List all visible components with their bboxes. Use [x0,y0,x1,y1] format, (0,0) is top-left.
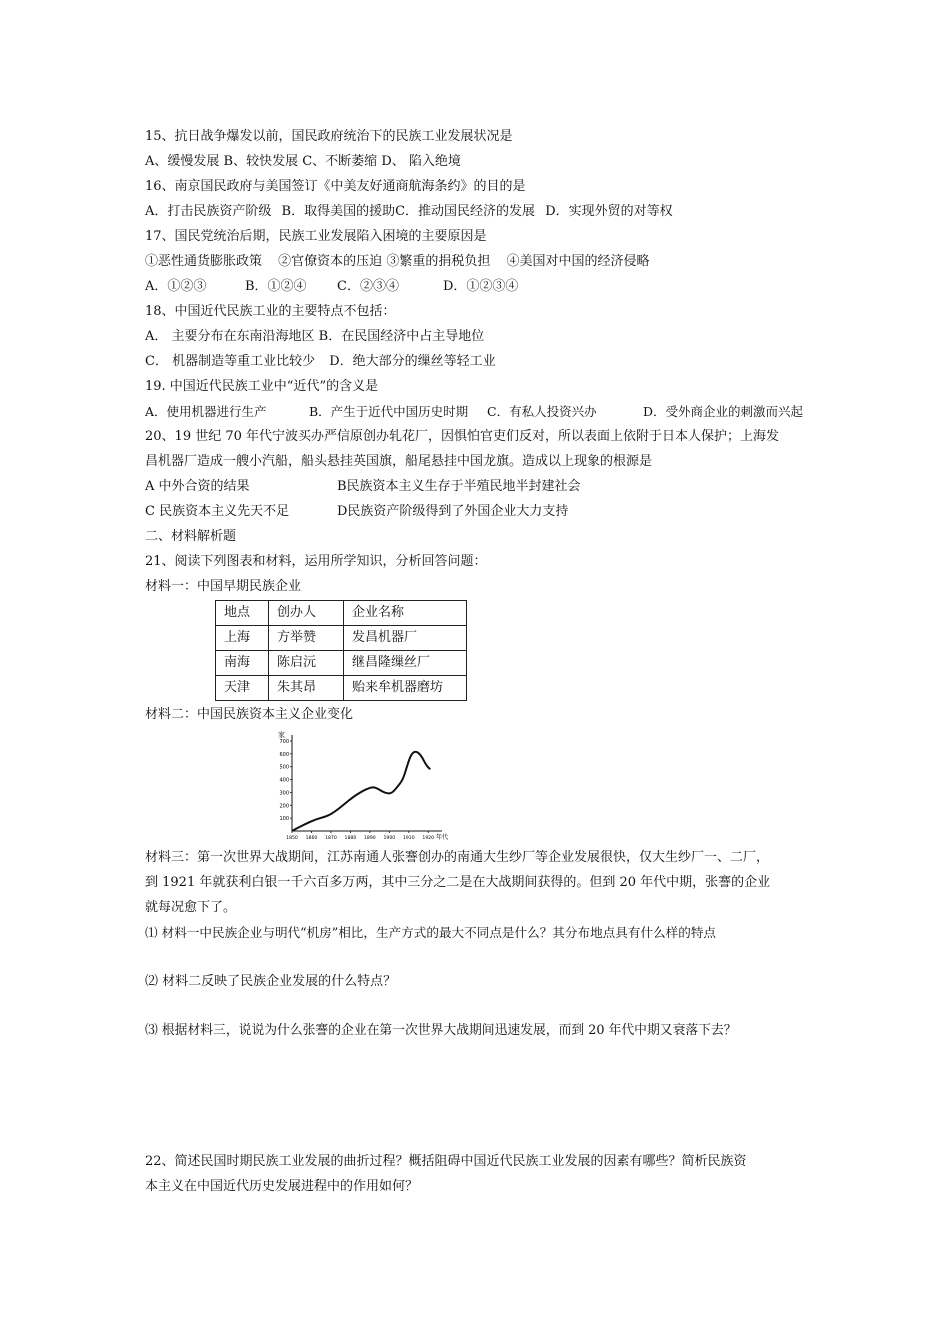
q19-option-b: B．产生于近代中国历史时期 [309,404,469,419]
answer-space [145,994,815,1018]
material3-line2: 到 1921 年就获利白银一千六百多万两，其中三分之二是在大战期间获得的。但到 20 年代中期，张謇的企业 [145,875,771,890]
enterprise-chart [270,727,815,845]
table-row [216,676,467,701]
x-tick-label: 1920 [422,836,435,841]
q15-option-d: D、 陷入绝境 [381,154,461,169]
table-header-cell: 创办人 [269,601,344,626]
q18-option-d: D．绝大部分的缫丝等轻工业 [329,354,496,369]
q18-stem: 18、中国近代民族工业的主要特点不包括： [145,304,396,319]
worksheet [145,124,815,1199]
table-cell: 发昌机器厂 [344,626,467,651]
q19-option-c: C．有私人投资兴办 [487,404,597,419]
q15-option-c: C、不断萎缩 [302,154,378,169]
table-cell: 朱其昂 [269,676,344,701]
q19-stem: 19. 中国近代民族工业中“近代”的含义是 [145,379,379,394]
x-tick-label: 1870 [325,836,337,841]
q20-options-cd [145,499,815,524]
table-cell: 陈启沅 [269,651,344,676]
x-tick-label: 1880 [344,836,357,841]
answer-space [145,1043,815,1125]
table-header-row [216,601,467,626]
section-heading: 二、材料解析题 [145,529,237,544]
material3-line3: 就每况愈下了。 [145,900,237,915]
q15-options [145,149,815,174]
x-tick-label: 1890 [364,836,376,841]
answer-space [145,1125,815,1149]
q16-stem: 16、南京国民政府与美国签订《中美友好通商航海条约》的目的是 [145,179,526,194]
table-header-cell: 企业名称 [344,601,467,626]
enterprise-line-chart [270,727,470,845]
table-cell: 贻来牟机器磨坊 [344,676,467,701]
x-axis-label: 年代 [436,834,449,841]
table-cell: 方举赞 [269,626,344,651]
table-cell: 天津 [216,676,269,701]
q15-option-a: A、缓慢发展 [145,154,220,169]
material1-title: 材料一：中国早期民族企业 [145,579,302,594]
series-line [292,752,430,831]
x-tick-label: 1860 [305,836,318,841]
answer-space [145,945,815,969]
q21-sub3: ⑶ 根据材料三，说说为什么张謇的企业在第一次世界大战期间迅速发展，而到 20 年代中期又衰落下去？ [145,1023,737,1038]
q17-stem: 17、国民党统治后期，民族工业发展陷入困境的主要原因是 [145,229,487,244]
q17-item-3: ③繁重的捐税负担 [386,254,491,269]
q16-option-c: C．推动国民经济的发展 [395,204,536,219]
x-tick-label: 1910 [402,836,415,841]
q18-option-c: C． 机器制造等重工业比较少 [145,354,316,369]
q20-option-a: A 中外合资的结果 [145,479,250,494]
q20-option-c: C 民族资本主义先天不足 [145,504,290,519]
table-row [216,651,467,676]
q18-options-ab [145,324,815,349]
q16-option-d: D．实现外贸的对等权 [545,204,673,219]
table-cell: 上海 [216,626,269,651]
q15-option-b: B、较快发展 [223,154,299,169]
q22-line1: 22、简述民国时期民族工业发展的曲折过程？概括阻碍中国近代民族工业发展的因素有哪些？简析民族资 [145,1154,747,1169]
table-row [216,626,467,651]
x-tick-label: 1850 [286,836,298,841]
q17-item-1: ①恶性通货膨胀政策 [145,254,263,269]
q21-stem: 21、阅读下列图表和材料，运用所学知识，分析回答问题： [145,554,487,569]
q17-option-a: A．①②③ [145,279,207,294]
table-cell: 南海 [216,651,269,676]
material3-line1: 材料三：第一次世界大战期间，江苏南通人张謇创办的南通大生纱厂等企业发展很快，仅大生纱厂一、二厂， [145,850,770,865]
q20-options-ab [145,474,815,499]
table-header-cell: 地点 [216,601,269,626]
y-tick-label: 400 [279,777,289,784]
q17-item-4: ④美国对中国的经济侵略 [506,254,650,269]
q18-option-b: B．在民国经济中占主导地位 [318,329,485,344]
q19-option-a: A．使用机器进行生产 [145,404,267,419]
q16-option-b: B．取得美国的援助 [281,204,396,219]
q16-option-a: A．打击民族资产阶级 [145,204,272,219]
y-tick-label: 500 [279,764,289,771]
q17-items [145,249,815,274]
y-tick-label: 100 [279,816,289,823]
q17-option-b: B．①②④ [245,279,307,294]
q22-line2: 本主义在中国近代历史发展进程中的作用如何？ [145,1179,419,1194]
q18-option-a: A． 主要分布在东南沿海地区 [145,329,315,344]
y-tick-label: 700 [279,739,289,745]
q17-options [145,274,815,299]
q17-option-c: C．②③④ [337,279,399,294]
q19-options [145,399,815,424]
q17-option-d: D．①②③④ [443,279,519,294]
q19-option-d: D．受外商企业的刺激而兴起 [643,404,804,419]
material2-title: 材料二：中国民族资本主义企业变化 [145,707,354,722]
y-tick-label: 200 [279,803,289,810]
q15-stem: 15、抗日战争爆发以前，国民政府统治下的民族工业发展状况是 [145,129,513,144]
q17-item-2: ②官僚资本的压迫 [278,254,383,269]
q21-sub2: ⑵ 材料二反映了民族企业发展的什么特点？ [145,974,397,989]
q20-option-b: B民族资本主义生存于半殖民地半封建社会 [337,479,581,494]
y-tick-label: 600 [279,751,289,758]
q20-stem-line2: 昌机器厂造成一艘小汽船，船头悬挂英国旗，船尾悬挂中国龙旗。造成以上现象的根源是 [145,454,653,469]
q18-options-cd [145,349,815,374]
y-tick-label: 300 [279,790,289,797]
x-tick-label: 1900 [383,836,396,841]
early-enterprises-table [215,600,467,701]
q20-option-d: D民族资产阶级得到了外国企业大力支持 [337,504,569,519]
q20-stem-line1: 20、19 世纪 70 年代宁波买办严信原创办轧花厂，因惧怕官吏们反对，所以表面上依附于日本人保护；上海发 [145,429,780,444]
y-axis-label: 家 [278,731,285,739]
q16-options [145,199,815,224]
q21-sub1: ⑴ 材料一中民族企业与明代“机房”相比，生产方式的最大不同点是什么？其分布地点具有什么样的特点 [145,925,717,940]
table-cell: 继昌隆缫丝厂 [344,651,467,676]
